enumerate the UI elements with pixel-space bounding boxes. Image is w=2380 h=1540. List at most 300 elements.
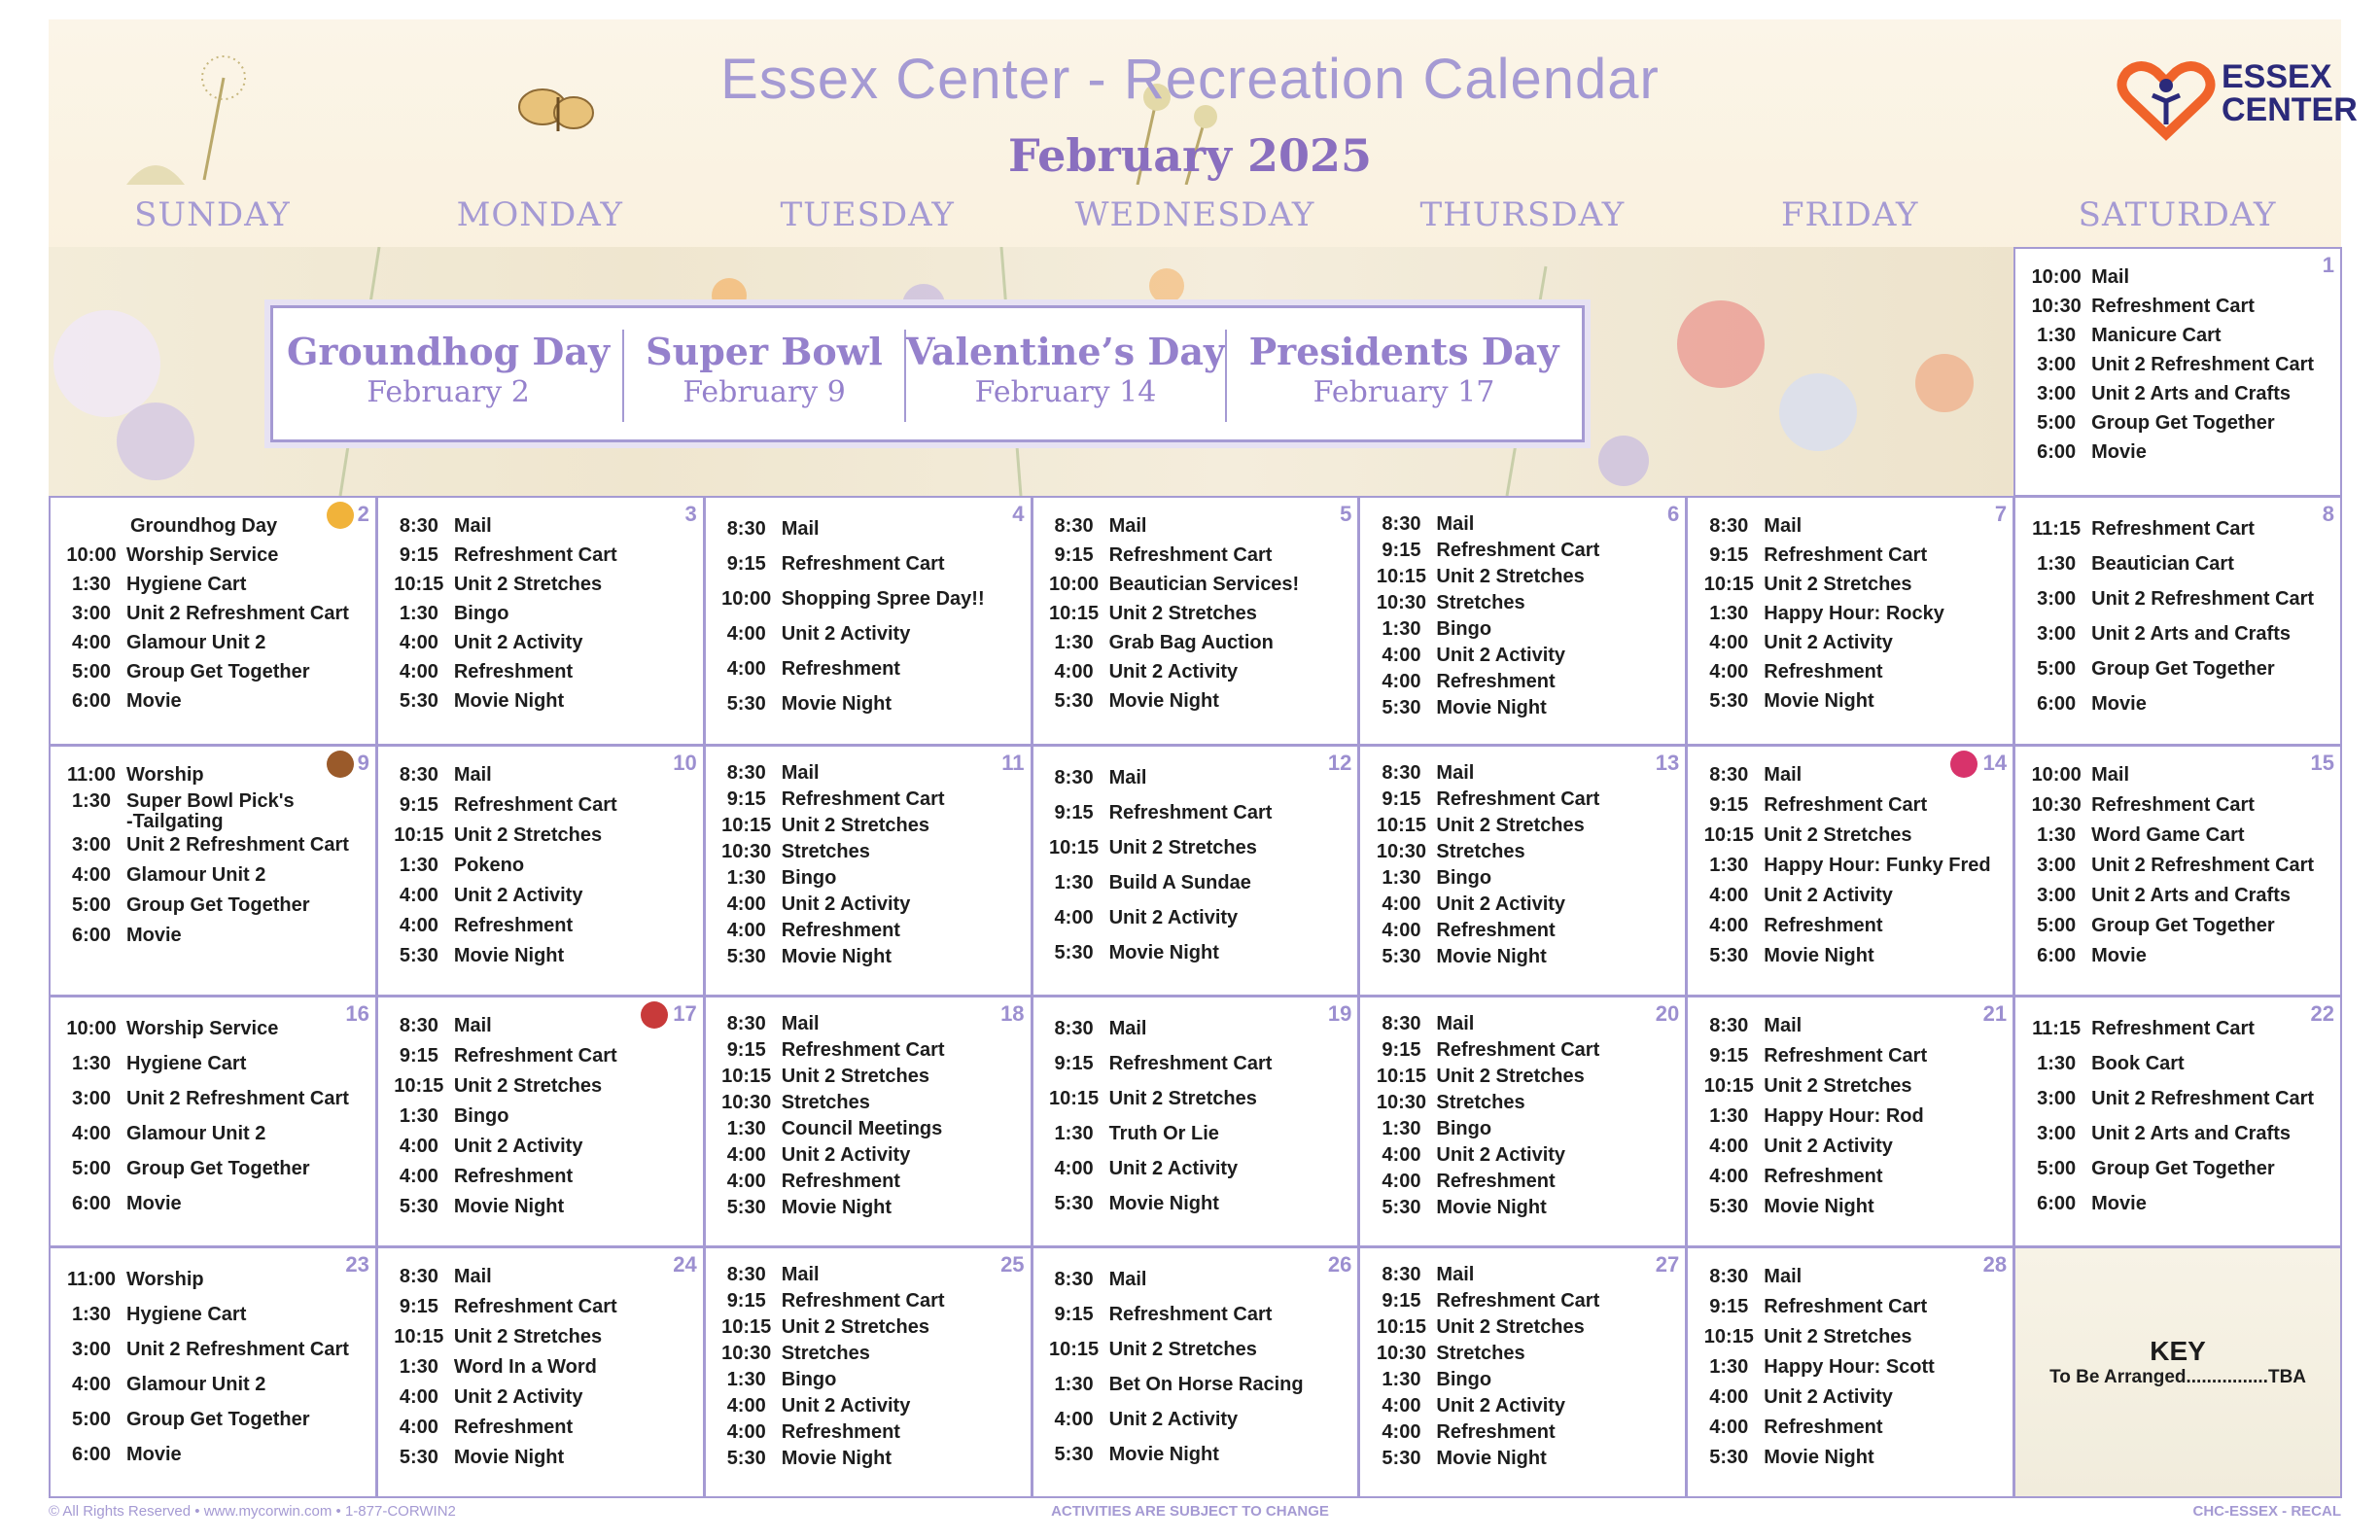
event-item (1699, 1192, 2005, 1222)
event-time: 5:30 (1709, 690, 1749, 712)
event-time: 8:30 (1709, 1015, 1749, 1036)
day-number: 17 (673, 1001, 697, 1026)
event-item (1045, 511, 1350, 541)
event-item (1699, 911, 2005, 941)
day-cell (2013, 247, 2342, 497)
event-time: 3:00 (2037, 855, 2077, 876)
event-item (1045, 1402, 1350, 1437)
event-name: Refreshment Cart (453, 794, 617, 816)
event-time: 9:15 (399, 1045, 438, 1067)
event-item (62, 813, 368, 830)
event-name: Refreshment Cart (1108, 1053, 1273, 1074)
event-item (718, 1037, 1023, 1064)
event-time: 4:00 (1382, 1395, 1421, 1417)
event-time: 1:30 (1709, 1105, 1749, 1127)
event-list (62, 1011, 368, 1221)
event-item (1699, 599, 2005, 628)
day-number: 1 (2322, 253, 2334, 277)
event-name: Group Get Together (126, 1158, 310, 1179)
event-time: 1:30 (1382, 1118, 1421, 1139)
event-item (1699, 1382, 2005, 1413)
event-item (62, 1402, 368, 1437)
event-time: 3:00 (71, 603, 112, 624)
event-name: Refreshment Cart (1436, 1039, 1600, 1061)
event-time: 8:30 (1382, 1013, 1421, 1034)
event-item (718, 1262, 1023, 1288)
event-list (1699, 511, 2005, 716)
event-time: 4:00 (1382, 1421, 1421, 1443)
event-item (2027, 581, 2332, 616)
event-name: Unit 2 Refreshment Cart (2091, 354, 2315, 375)
event-time: 4:00 (399, 915, 438, 936)
event-item (1045, 1011, 1350, 1046)
event-time: 1:30 (399, 855, 438, 876)
event-name: Unit 2 Activity (453, 1136, 583, 1157)
event-item (1699, 511, 2005, 541)
event-time: 10:15 (1376, 1316, 1426, 1338)
event-name: Refreshment (1436, 1421, 1556, 1443)
event-name: Group Get Together (126, 661, 310, 682)
event-name: Mail (1108, 1018, 1147, 1039)
event-time: 10:15 (1703, 824, 1754, 846)
event-time: 1:30 (1054, 1123, 1094, 1144)
event-name: Refreshment Cart (2091, 296, 2255, 317)
event-item (390, 657, 695, 686)
event-item (1372, 760, 1677, 787)
event-item (2027, 1011, 2332, 1046)
event-item (1372, 643, 1677, 669)
day-cell (376, 996, 705, 1247)
event-name: Refreshment (1764, 661, 1883, 682)
event-time: 9:15 (399, 1296, 438, 1317)
event-item (718, 839, 1023, 865)
holiday-item (623, 308, 905, 439)
event-name: Unit 2 Activity (781, 893, 911, 915)
event-item (1699, 1102, 2005, 1132)
event-time: 5:30 (1054, 690, 1094, 712)
event-item (62, 1332, 368, 1367)
event-item (1045, 1081, 1350, 1116)
event-time: 6:00 (71, 925, 112, 946)
event-name: Bingo (1436, 618, 1492, 640)
event-name: Movie Night (1764, 945, 1874, 966)
event-name: Super Bowl Pick's (126, 790, 295, 812)
event-item (2027, 851, 2332, 881)
event-time: 8:30 (399, 1015, 438, 1036)
event-time: 9:15 (1054, 802, 1094, 823)
event-time: 5:30 (399, 945, 438, 966)
event-time: 3:00 (2037, 354, 2077, 375)
event-item (62, 1011, 368, 1046)
event-name: Movie (2091, 693, 2147, 715)
event-item (1045, 900, 1350, 935)
event-time: 6:00 (71, 1193, 112, 1214)
event-time: 4:00 (71, 1123, 112, 1144)
event-time: 1:30 (1709, 1356, 1749, 1378)
event-time: 9:15 (1054, 1304, 1094, 1325)
event-time: 5:30 (399, 1447, 438, 1468)
event-time: 3:00 (2037, 383, 2077, 404)
event-item (1372, 1037, 1677, 1064)
event-name: Bingo (1436, 1369, 1492, 1390)
event-name: Movie Night (1108, 942, 1219, 963)
event-item (718, 1064, 1023, 1090)
event-item (1699, 1162, 2005, 1192)
event-time: 4:00 (399, 1417, 438, 1438)
event-item (1372, 1011, 1677, 1037)
day-number: 2 (357, 502, 369, 526)
event-item (718, 651, 1023, 686)
event-time: 5:30 (1054, 942, 1094, 963)
event-name: Mail (453, 764, 492, 786)
event-name: Glamour Unit 2 (126, 1123, 266, 1144)
event-name: Movie (126, 925, 182, 946)
event-item (718, 787, 1023, 813)
event-item (390, 1382, 695, 1413)
event-item (2027, 1081, 2332, 1116)
event-time: 1:30 (71, 790, 112, 812)
event-name: Refreshment Cart (2091, 1018, 2255, 1039)
event-time: 4:00 (1382, 645, 1421, 666)
holiday-name: Groundhog Day (286, 330, 611, 373)
event-item (1045, 795, 1350, 830)
event-time: 8:30 (399, 1266, 438, 1287)
event-item (2027, 941, 2332, 971)
event-name: Mail (1764, 515, 1802, 537)
event-name: Unit 2 Activity (1436, 645, 1566, 666)
event-time: 8:30 (726, 1013, 766, 1034)
day-cell (704, 1246, 1032, 1498)
day-cell (49, 996, 377, 1247)
event-list (2027, 511, 2332, 721)
event-item (1372, 892, 1677, 918)
event-time: 6:00 (71, 690, 112, 712)
event-item (1699, 821, 2005, 851)
event-item (1372, 865, 1677, 892)
day-number: 7 (1994, 502, 2008, 526)
event-item (390, 628, 695, 657)
event-name: Shopping Spree Day!! (781, 588, 985, 610)
event-item (1699, 570, 2005, 599)
event-time: 1:30 (1709, 603, 1749, 624)
event-name: Mail (2091, 764, 2130, 786)
event-time: 4:00 (399, 885, 438, 906)
event-name: Stretches (781, 841, 870, 862)
day-number: 16 (345, 1001, 369, 1026)
event-time: 8:30 (726, 762, 766, 784)
logo-line-2: CENTER (2222, 91, 2358, 128)
event-time: 8:30 (726, 518, 766, 540)
event-item (1372, 1064, 1677, 1090)
event-name: Movie Night (1108, 1444, 1219, 1465)
event-time: 6:00 (2037, 945, 2077, 966)
event-item (718, 944, 1023, 970)
event-item (1699, 657, 2005, 686)
event-time: 10:15 (1376, 1066, 1426, 1087)
event-item (1045, 1116, 1350, 1151)
holiday-date: February 14 (974, 375, 1157, 409)
event-item (62, 790, 368, 813)
event-name: Mail (1436, 1013, 1475, 1034)
event-time: 4:00 (1054, 1158, 1094, 1179)
event-name: Movie Night (1436, 946, 1547, 967)
event-item (62, 1367, 368, 1402)
event-name: Beautician Cart (2091, 553, 2234, 575)
event-item (1045, 541, 1350, 570)
event-time: 5:00 (71, 1158, 112, 1179)
event-time: 8:30 (1382, 1264, 1421, 1285)
event-time: 5:30 (1382, 1448, 1421, 1469)
event-name: Unit 2 Stretches (1436, 566, 1585, 587)
event-name: Unit 2 Activity (453, 885, 583, 906)
event-list (2027, 1011, 2332, 1221)
event-item (390, 541, 695, 570)
event-time: 4:00 (1709, 915, 1749, 936)
event-name: Unit 2 Stretches (1108, 1339, 1257, 1360)
event-name: Council Meetings (781, 1118, 943, 1139)
logo-text (2222, 60, 2358, 126)
event-time: 10:00 (2031, 764, 2082, 786)
event-item (62, 657, 368, 686)
event-name: Unit 2 Activity (1108, 661, 1239, 682)
event-name: Hygiene Cart (126, 574, 247, 595)
event-list (718, 511, 1023, 721)
day-cell (704, 745, 1032, 997)
event-item (1372, 1367, 1677, 1393)
event-name: Movie Night (1436, 697, 1547, 718)
event-time: 9:15 (1709, 1045, 1749, 1067)
event-name: Bingo (781, 867, 837, 889)
event-list (62, 760, 368, 951)
event-item (1372, 813, 1677, 839)
event-name: Refreshment (781, 920, 900, 941)
event-time: 10:15 (721, 1066, 772, 1087)
event-item (1699, 686, 2005, 716)
event-name: Movie Night (1108, 690, 1219, 712)
day-cell (1358, 745, 1687, 997)
event-list (1699, 1011, 2005, 1222)
event-item (1699, 760, 2005, 790)
day-cell (1686, 1246, 2014, 1498)
event-item (62, 830, 368, 860)
event-name: Unit 2 Stretches (1764, 824, 1912, 846)
event-list (1699, 1262, 2005, 1473)
event-time: 11:15 (2032, 518, 2082, 540)
event-item (718, 1169, 1023, 1195)
day-number: 3 (684, 502, 697, 526)
event-time: 8:30 (1382, 762, 1421, 784)
event-item (62, 1297, 368, 1332)
event-time: 4:00 (726, 893, 766, 915)
day-number: 27 (1655, 1252, 1680, 1277)
event-item (1699, 1443, 2005, 1473)
event-item (62, 541, 368, 570)
day-cell (376, 496, 705, 746)
event-time: 10:00 (2031, 266, 2082, 288)
event-item (1699, 790, 2005, 821)
day-number: 6 (1667, 502, 1680, 526)
event-time: 8:30 (1709, 764, 1749, 786)
event-item (2027, 438, 2332, 467)
event-name: Unit 2 Arts and Crafts (2091, 1123, 2291, 1144)
event-time: 9:15 (399, 544, 438, 566)
event-time: 4:00 (726, 920, 766, 941)
day-header-wednesday: WEDNESDAY (1074, 195, 1315, 234)
event-time: 1:30 (726, 1369, 766, 1390)
event-name: Movie Night (781, 693, 892, 715)
event-name: Mail (453, 1015, 492, 1036)
event-name: Manicure Cart (2091, 325, 2222, 346)
event-item (1045, 1437, 1350, 1472)
event-item (1699, 851, 2005, 881)
event-time: 4:00 (1054, 907, 1094, 928)
event-name: Unit 2 Arts and Crafts (2091, 623, 2291, 645)
event-name: Hygiene Cart (126, 1053, 247, 1074)
event-item (718, 1288, 1023, 1314)
event-time: 8:30 (1382, 513, 1421, 535)
event-time: 4:00 (1709, 661, 1749, 682)
event-name: Unit 2 Stretches (781, 1066, 929, 1087)
day-number: 5 (1340, 502, 1352, 526)
event-time: 10:00 (66, 544, 117, 566)
event-time: 4:00 (399, 1136, 438, 1157)
event-item (718, 918, 1023, 944)
event-name: Unit 2 Activity (1436, 1144, 1566, 1166)
event-time: 8:30 (399, 515, 438, 537)
event-item (718, 1446, 1023, 1472)
event-list (62, 511, 368, 716)
event-name: Glamour Unit 2 (126, 1374, 266, 1395)
event-time: 4:00 (71, 1374, 112, 1395)
event-time: 10:15 (721, 1316, 772, 1338)
event-time: 9:15 (726, 1039, 766, 1061)
day-cell (1358, 996, 1687, 1247)
event-name: Unit 2 Activity (781, 1144, 911, 1166)
event-item (1045, 1186, 1350, 1221)
day-cell (1032, 996, 1360, 1247)
event-item (2027, 1116, 2332, 1151)
event-name: Stretches (1436, 1092, 1525, 1113)
event-time: 10:15 (1376, 815, 1426, 836)
event-time: 9:15 (1054, 544, 1094, 566)
event-item (1045, 1046, 1350, 1081)
event-list (1372, 511, 1677, 721)
event-time: 1:30 (1382, 618, 1421, 640)
event-time: 1:30 (399, 1356, 438, 1378)
event-name: Refreshment Cart (1108, 1304, 1273, 1325)
event-name: Mail (2091, 266, 2130, 288)
event-time: 5:00 (71, 1409, 112, 1430)
day-number: 19 (1327, 1001, 1352, 1026)
event-name: Unit 2 Stretches (1764, 574, 1912, 595)
event-name: Mail (781, 762, 820, 784)
day-number: 14 (1982, 751, 2008, 775)
event-time: 1:30 (1709, 855, 1749, 876)
event-name: Movie Night (1764, 690, 1874, 712)
event-name: Happy Hour: Funky Fred (1764, 855, 1991, 876)
event-time: 5:30 (399, 690, 438, 712)
event-name: Pokeno (453, 855, 525, 876)
event-time: 10:30 (2031, 794, 2082, 816)
event-name: Unit 2 Stretches (453, 1075, 603, 1097)
event-item (2027, 292, 2332, 321)
event-item (62, 1186, 368, 1221)
event-item (390, 881, 695, 911)
event-time: 4:00 (1382, 920, 1421, 941)
event-time: 5:00 (2037, 1158, 2077, 1179)
event-name: Unit 2 Stretches (1764, 1075, 1912, 1097)
event-name: Unit 2 Activity (1436, 893, 1566, 915)
event-name: Unit 2 Refreshment Cart (2091, 855, 2315, 876)
event-time: 10:30 (1376, 1343, 1426, 1364)
event-time: 4:00 (399, 632, 438, 653)
event-time: 4:00 (726, 1171, 766, 1192)
event-name: Stretches (781, 1092, 870, 1113)
event-name: Happy Hour: Scott (1764, 1356, 1935, 1378)
event-time: 3:00 (71, 1088, 112, 1109)
event-name: Refreshment (781, 1421, 900, 1443)
day-header-friday: FRIDAY (1780, 195, 1919, 234)
event-name: Group Get Together (2091, 412, 2275, 434)
event-name: Beautician Services! (1108, 574, 1300, 595)
event-name: Build A Sundae (1108, 872, 1251, 893)
event-name: Unit 2 Stretches (453, 824, 603, 846)
day-number: 24 (673, 1252, 697, 1277)
day-cell (1686, 496, 2014, 746)
event-name: Group Get Together (126, 894, 310, 916)
event-time: 1:30 (399, 603, 438, 624)
day-number: 13 (1655, 751, 1680, 775)
event-list (390, 1011, 695, 1222)
event-name: Movie Night (1764, 1196, 1874, 1217)
day-cell (1358, 1246, 1687, 1498)
event-name: Refreshment Cart (1436, 788, 1600, 810)
day-cell (49, 1246, 377, 1498)
event-name: Grab Bag Auction (1108, 632, 1274, 653)
event-item (62, 1262, 368, 1297)
event-name: Group Get Together (126, 1409, 310, 1430)
event-item (390, 570, 695, 599)
event-time: 5:00 (71, 894, 112, 916)
event-item (1372, 839, 1677, 865)
event-time: 1:30 (1382, 1369, 1421, 1390)
event-name: Mail (781, 518, 820, 540)
event-time: 5:30 (726, 1197, 766, 1218)
event-name: Unit 2 Arts and Crafts (2091, 383, 2291, 404)
event-name: Book Cart (2091, 1053, 2185, 1074)
event-name: Mail (1764, 1015, 1802, 1036)
event-name: Unit 2 Stretches (781, 1316, 929, 1338)
event-time: 5:00 (2037, 658, 2077, 680)
event-item (390, 1132, 695, 1162)
event-item (62, 1116, 368, 1151)
event-time: 10:15 (394, 1326, 444, 1348)
event-name: Movie Night (453, 1447, 565, 1468)
event-name: Bingo (781, 1369, 837, 1390)
day-number: 21 (1982, 1001, 2008, 1026)
event-item (390, 1292, 695, 1322)
event-name: Movie (126, 1193, 182, 1214)
event-name: Bingo (453, 1105, 509, 1127)
event-name: Refreshment Cart (1436, 1290, 1600, 1312)
event-item (62, 921, 368, 951)
event-item (2027, 321, 2332, 350)
day-cell (1032, 496, 1360, 746)
event-item (1372, 1142, 1677, 1169)
event-time: 6:00 (2037, 1193, 2077, 1214)
event-time: 1:30 (71, 1304, 112, 1325)
event-time: 1:30 (1054, 1374, 1094, 1395)
